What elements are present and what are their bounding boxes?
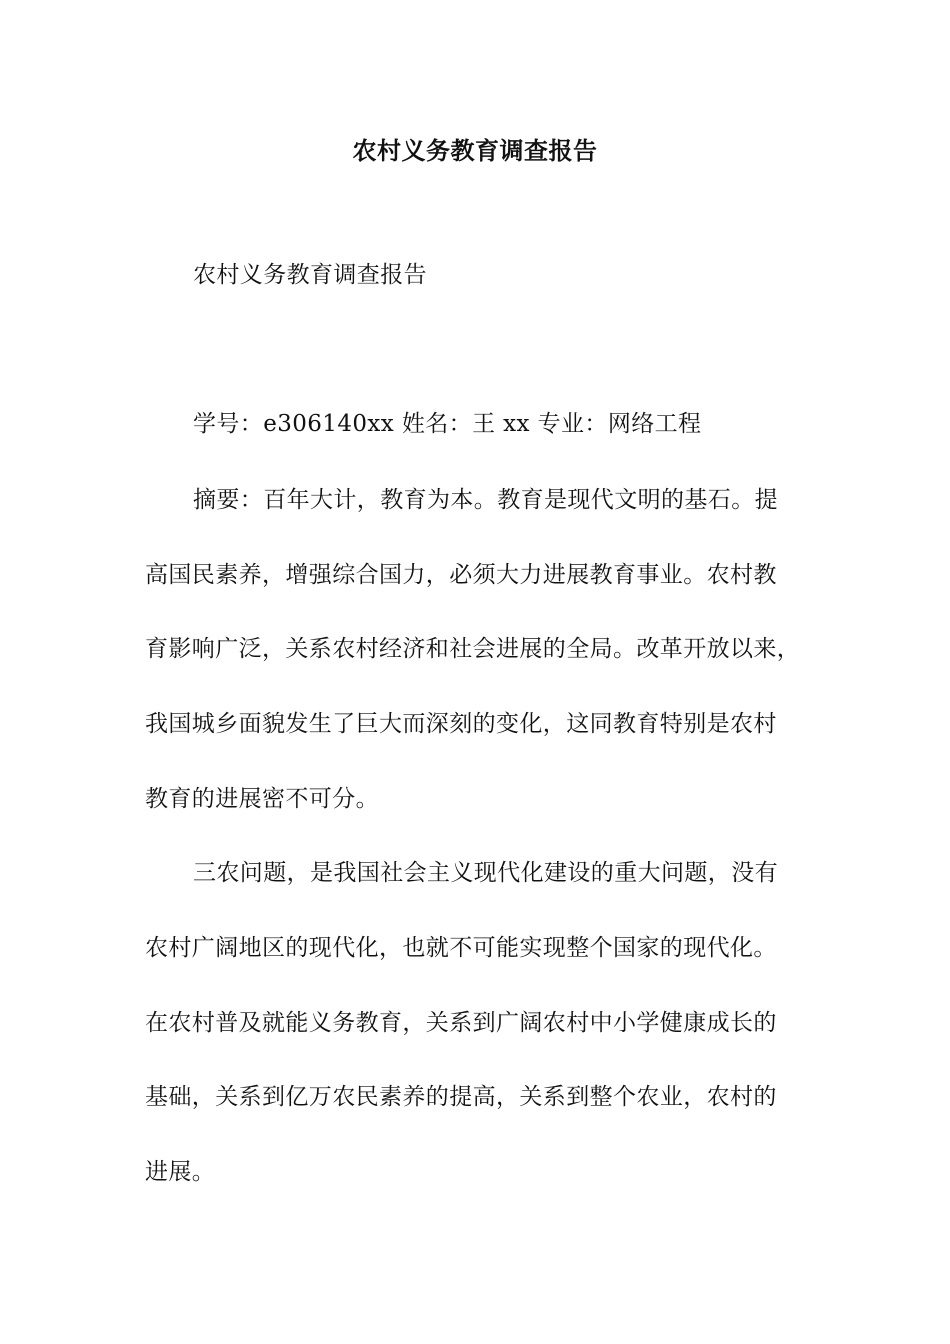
paragraph-line: 在农村普及就能义务教育，关系到广阔农村中小学健康成长的	[145, 1010, 777, 1036]
paragraph-line: 高国民素养，增强综合国力，必须大力进展教育事业。农村教	[145, 562, 777, 588]
paragraph-line: 摘要：百年大计，教育为本。教育是现代文明的基石。提	[193, 487, 778, 513]
paragraph-line: 农村广阔地区的现代化，也就不可能实现整个国家的现代化。	[145, 935, 777, 961]
paragraph-line: 教育的进展密不可分。	[145, 786, 379, 812]
student-info: 学号：e306140xx 姓名：王 xx 专业：网络工程	[193, 411, 702, 437]
paragraph-line: 三农问题，是我国社会主义现代化建设的重大问题，没有	[193, 860, 778, 886]
document-title: 农村义务教育调查报告	[352, 136, 598, 165]
paragraph-line: 基础，关系到亿万农民素养的提高，关系到整个农业，农村的	[145, 1084, 777, 1110]
document-subtitle: 农村义务教育调查报告	[193, 262, 427, 288]
paragraph-line: 我国城乡面貌发生了巨大而深刻的变化，这同教育特别是农村	[145, 711, 777, 737]
paragraph-line: 育影响广泛，关系农村经济和社会进展的全局。改革开放以来，	[145, 636, 801, 662]
paragraph-line: 进展。	[145, 1159, 216, 1185]
